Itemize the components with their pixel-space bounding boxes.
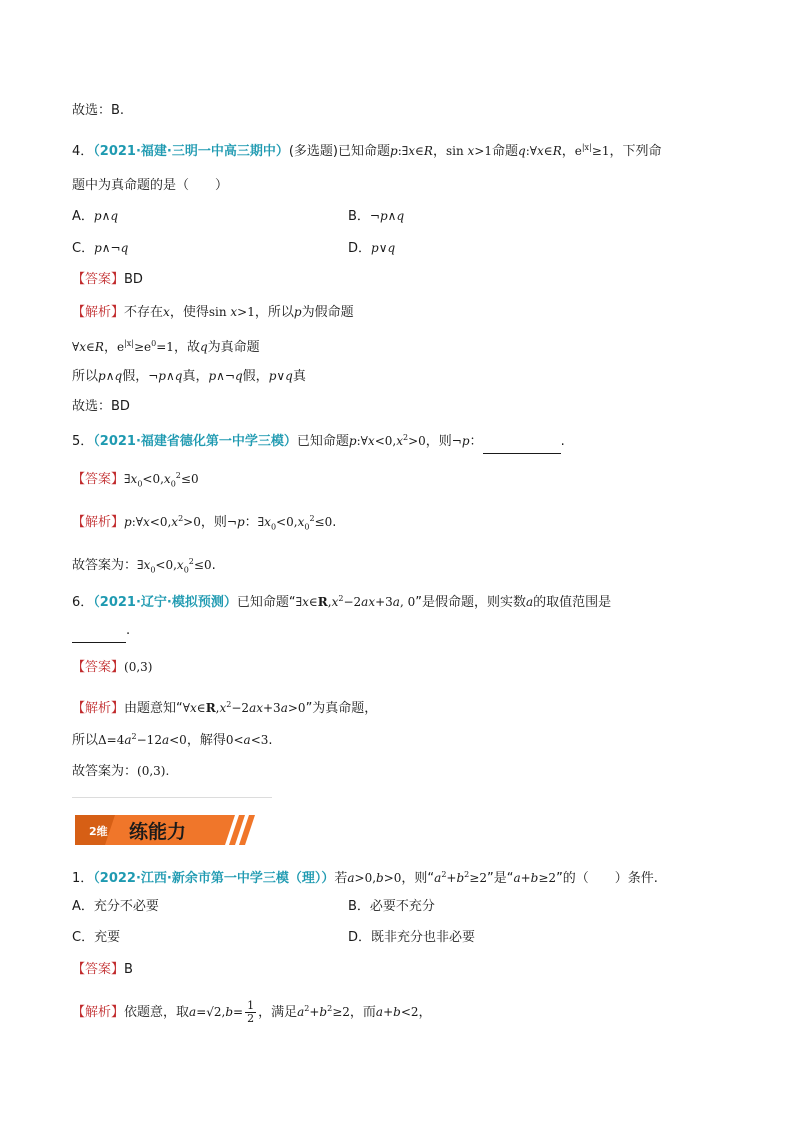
q6-source: （2021·辽宁·模拟预测）	[93, 595, 237, 610]
q5-source: （2021·福建省德化第一中学三模）	[93, 434, 297, 449]
q6-answer-blank	[72, 624, 126, 643]
q4-stem-line1: 4．（2021·福建·三明一中高三期中）(多选题)已知命题p:∃x∈R，sin x>1命题q:∀x∈R，$e^{|x|}\ge 1$，下列命	[72, 143, 662, 159]
section-badge: 2维	[89, 825, 108, 838]
q4-option-b: B．¬p∧q	[348, 209, 405, 224]
fraction-one-half: $\frac{1}{2}$	[247, 999, 255, 1025]
s2q1-source: （2022·江西·新余市第一中学三模（理））	[93, 871, 335, 886]
q5-stem: 5．（2021·福建省德化第一中学三模）已知命题$p:\forall x<0,x^2>0$，则¬p： .	[72, 429, 565, 454]
q4-answer: 【答案】BD	[72, 272, 143, 287]
q6-stem-line2: .	[72, 622, 130, 643]
section-banner	[75, 813, 255, 847]
q5-analysis: 【解析】$p:\forall x<0,x^2>0$，则¬p：$\exists x_0<0,x_0^2\le 0$.	[72, 514, 337, 532]
section-divider	[72, 797, 272, 798]
q5-answer-blank	[483, 435, 561, 454]
q4-source: （2021·福建·三明一中高三期中）	[93, 144, 289, 159]
q4-analysis-line3: 所以p∧q假，¬p∧q真，p∧¬q假，p∨q真	[72, 369, 306, 384]
q4-analysis-line2: ∀x∈R，$e^{|x|}\ge e^0=1$，故q为真命题	[72, 339, 260, 355]
s2q1-analysis: 【解析】依题意，取a=√2,b= $\frac{1}{2}$ ，满足$a^2+b^2\ge 2$，而a+b<2，	[72, 999, 432, 1025]
q5-answer: 【答案】$\exists x_0<0,x_0^2\le 0$	[72, 471, 199, 489]
q6-analysis-line2: 所以$\Delta=4a^2-12a<0$，解得0<a<3.	[72, 732, 273, 748]
q6-analysis-line1: 【解析】由题意知“$\forall x\in R,x^2-2ax+3a>0$”为真命题，	[72, 700, 378, 716]
section-title: 练能力	[129, 821, 187, 843]
q4-option-a: A．p∧q	[72, 209, 119, 224]
q6-stem-line1: 6．（2021·辽宁·模拟预测）已知命题“$\exists x\in R,x^2-2ax+3a$, 0”是假命题，则实数a的取值范围是	[72, 594, 612, 610]
q4-choose: 故选：BD	[72, 399, 130, 414]
s2q1-option-c: C．充要	[72, 930, 121, 945]
q4-option-d: D．p∨q	[348, 241, 396, 256]
q4-analysis-line1: 【解析】不存在x，使得sin x>1，所以p为假命题	[72, 305, 354, 320]
s2q1-option-b: B．必要不充分	[348, 899, 435, 914]
prev-choose: 故选：B.	[72, 103, 125, 118]
q6-answer: 【答案】(0,3)	[72, 660, 153, 675]
s2q1-stem: 1．（2022·江西·新余市第一中学三模（理））若a>0,b>0，则“$a^2+b^2\ge 2$”是“a+b≥2”的（ ）条件.	[72, 870, 658, 886]
s2q1-answer: 【答案】B	[72, 962, 133, 977]
q5-final: 故答案为：$\exists x_0<0,x_0^2\le 0$.	[72, 557, 216, 575]
s2q1-option-d: D．既非充分也非必要	[348, 930, 476, 945]
q6-final: 故答案为：(0,3).	[72, 764, 170, 779]
q4-option-c: C．p∧¬q	[72, 241, 129, 256]
q4-stem-line2: 题中为真命题的是（ ）	[72, 178, 229, 193]
s2q1-option-a: A．充分不必要	[72, 899, 159, 914]
